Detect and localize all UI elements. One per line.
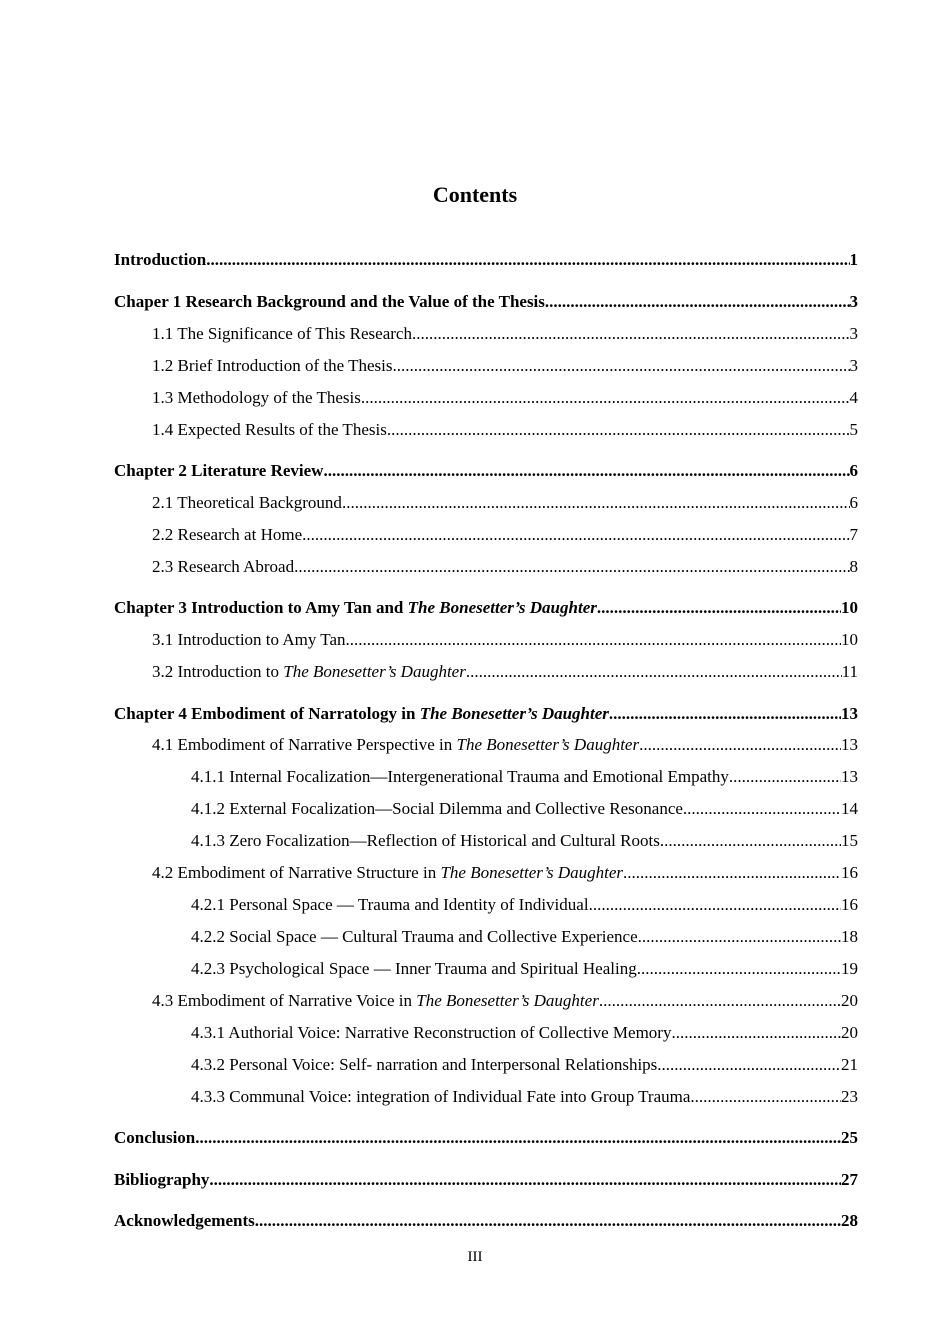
toc-entry-italic-title: The Bonesetter’s Daughter [440, 863, 624, 882]
toc-entry-page: 10 [841, 598, 858, 617]
toc-entry[interactable] [191, 925, 858, 949]
toc-entry-title [152, 386, 361, 410]
toc-entry-page: 7 [849, 525, 858, 544]
toc-entry[interactable] [191, 1053, 858, 1077]
toc-entry-text: 3.2 Introduction to [152, 662, 284, 681]
toc-entry[interactable] [114, 1209, 858, 1233]
toc-entry-page: 27 [841, 1170, 858, 1189]
toc-entry-italic-title: The Bonesetter’s Daughter [456, 735, 640, 754]
toc-entry-page: 5 [849, 420, 858, 439]
toc-entry-text: Chapter 4 Embodiment of Narratology in [114, 704, 420, 723]
toc-entry-title [114, 1209, 255, 1233]
toc-leader-dots [323, 459, 849, 483]
toc-leader-dots [657, 1053, 841, 1077]
toc-leader-dots [346, 628, 841, 652]
toc-entry[interactable] [114, 290, 858, 314]
toc-entry-page: 11 [841, 662, 858, 681]
toc-entry[interactable] [152, 523, 858, 547]
toc-entry-page: 10 [841, 630, 858, 649]
toc-entry[interactable] [191, 893, 858, 917]
toc-leader-dots [206, 248, 849, 272]
toc-entry-text: Bibliography [114, 1170, 210, 1189]
toc-entry-title [152, 322, 412, 346]
toc-leader-dots [302, 523, 849, 547]
toc-leader-dots [392, 354, 849, 378]
toc-entry-title [191, 1085, 690, 1109]
toc-entry-text: 2.1 Theoretical Background [152, 493, 342, 512]
toc-entry-page: 1 [849, 250, 858, 269]
toc-leader-dots [638, 925, 841, 949]
toc-entry-text: 4.1 Embodiment of Narrative Perspective in [152, 735, 457, 754]
toc-leader-dots [637, 957, 841, 981]
toc-leader-dots [466, 660, 842, 684]
toc-entry-text: Conclusion [114, 1128, 196, 1147]
toc-entry[interactable] [152, 418, 858, 442]
toc-leader-dots [671, 1021, 841, 1045]
toc-entry-page: 15 [841, 831, 858, 850]
toc-entry-text: Chapter 3 Introduction to Amy Tan and [114, 598, 408, 617]
toc-leader-dots [599, 989, 841, 1013]
toc-entry-text: 4.1.2 External Focalization—Social Dilemma and Collective Resonance [191, 799, 683, 818]
toc-entry[interactable] [152, 322, 858, 346]
toc-leader-dots [597, 596, 841, 620]
toc-entry[interactable] [191, 765, 858, 789]
toc-entry-text: Chapter 2 Literature Review [114, 461, 324, 480]
toc-entry-page: 14 [841, 799, 858, 818]
toc-leader-dots [545, 290, 850, 314]
toc-entry-italic-title: The Bonesetter’s Daughter [419, 704, 609, 723]
toc-entry-text: Introduction [114, 250, 207, 269]
toc-entry-text: Chaper 1 Research Background and the Value of the Thesis [114, 292, 545, 311]
toc-entry-page: 16 [841, 895, 858, 914]
toc-leader-dots [209, 1168, 841, 1192]
toc-entry-title [191, 925, 638, 949]
toc-entry-page: 25 [841, 1128, 858, 1147]
toc-entry[interactable] [191, 1021, 858, 1045]
page-number: III [467, 1249, 483, 1265]
toc-entry-text: 2.3 Research Abroad [152, 557, 295, 576]
toc-entry-text: 1.3 Methodology of the Thesis [152, 388, 361, 407]
toc-entry-title [152, 491, 342, 515]
toc-entry-title [152, 989, 599, 1013]
toc-entry-title [152, 733, 639, 757]
toc-entry-page: 4 [849, 388, 858, 407]
toc-leader-dots [342, 491, 850, 515]
toc-leader-dots [195, 1126, 841, 1150]
toc-entry[interactable] [191, 797, 858, 821]
toc-entry-page: 28 [841, 1211, 858, 1230]
toc-entry-title [114, 248, 206, 272]
toc-entry-title [152, 660, 466, 684]
toc-entry-page: 6 [849, 493, 858, 512]
toc-entry-page: 13 [841, 767, 858, 786]
toc-entry-title [152, 628, 346, 652]
toc-leader-dots [623, 861, 841, 885]
toc-entry-text: 4.3.3 Communal Voice: integration of Individual Fate into Group Trauma [191, 1087, 691, 1106]
toc-entry-title [191, 765, 729, 789]
toc-leader-dots [589, 893, 841, 917]
toc-entry-text: 1.1 The Significance of This Research [152, 324, 412, 343]
toc-entry-title [152, 354, 392, 378]
toc-entry-title [191, 829, 660, 853]
toc-entry-title [114, 290, 545, 314]
toc-entry-page: 3 [849, 324, 858, 343]
toc-entry[interactable] [191, 957, 858, 981]
toc-entry-text: 1.4 Expected Results of the Thesis [152, 420, 387, 439]
toc-entry-title [191, 1053, 657, 1077]
toc-entry-italic-title: The Bonesetter’s Daughter [416, 991, 599, 1010]
toc-entry-text: 3.1 Introduction to Amy Tan [152, 630, 346, 649]
toc-entry-title [191, 1021, 671, 1045]
toc-entry[interactable] [152, 989, 858, 1013]
toc-entry-text: 4.3.1 Authorial Voice: Narrative Reconstruction of Collective Memory [191, 1023, 672, 1042]
toc-entry-title [114, 702, 609, 726]
toc-entry[interactable] [152, 354, 858, 378]
toc-entry-text: Acknowledgements [114, 1211, 255, 1230]
toc-entry-page: 20 [841, 991, 858, 1010]
toc-entry[interactable] [114, 459, 858, 483]
toc-entry-title [114, 1168, 209, 1192]
toc-entry[interactable] [114, 702, 858, 726]
toc-entry-italic-title: The Bonesetter’s Daughter [283, 662, 466, 681]
toc-entry[interactable] [114, 1126, 858, 1150]
toc-entry-text: 4.2 Embodiment of Narrative Structure in [152, 863, 441, 882]
toc-entry[interactable] [114, 1168, 858, 1192]
toc-leader-dots [609, 702, 841, 726]
toc-entry-title [152, 418, 387, 442]
toc-entry[interactable] [152, 628, 858, 652]
toc-entry[interactable] [152, 733, 858, 757]
toc-entry-page: 6 [849, 461, 858, 480]
toc-entry-page: 19 [841, 959, 858, 978]
toc-entry-page: 23 [841, 1087, 858, 1106]
toc-leader-dots [255, 1209, 841, 1233]
toc-entry[interactable] [191, 829, 858, 853]
toc-entry-title [152, 861, 623, 885]
toc-entry[interactable] [152, 491, 858, 515]
toc-entry-page: 16 [841, 863, 858, 882]
toc-entry-page: 21 [841, 1055, 858, 1074]
toc-leader-dots [387, 418, 850, 442]
toc-entry-title [152, 523, 302, 547]
toc-entry-page: 13 [841, 704, 858, 723]
toc-entry-text: 4.2.2 Social Space — Cultural Trauma and Collective Experience [191, 927, 638, 946]
toc-entry[interactable] [191, 1085, 858, 1109]
toc-entry-text: 2.2 Research at Home [152, 525, 303, 544]
toc-entry-title [191, 957, 637, 981]
toc-entry-title [152, 555, 294, 579]
toc-entry[interactable] [152, 386, 858, 410]
toc-entry-title [191, 797, 683, 821]
toc-leader-dots [660, 829, 841, 853]
toc-entry-page: 13 [841, 735, 858, 754]
toc-leader-dots [294, 555, 849, 579]
toc-entry[interactable] [152, 555, 858, 579]
toc-entry[interactable] [114, 248, 858, 272]
toc-entry-title [114, 459, 323, 483]
toc-entry-text: 4.3.2 Personal Voice: Self- narration and Interpersonal Relationships [191, 1055, 658, 1074]
toc-entry-text: 4.1.3 Zero Focalization—Reflection of Historical and Cultural Roots [191, 831, 660, 850]
toc-entry-page: 20 [841, 1023, 858, 1042]
page-title: Contents [432, 182, 518, 207]
toc-entry-title [114, 1126, 195, 1150]
toc-entry[interactable] [152, 660, 858, 684]
toc-entry-title [114, 596, 597, 620]
toc-leader-dots [412, 322, 850, 346]
toc-entry-italic-title: The Bonesetter’s Daughter [407, 598, 597, 617]
toc-leader-dots [683, 797, 841, 821]
toc-entry[interactable] [114, 596, 858, 620]
toc-entry-text: 1.2 Brief Introduction of the Thesis [152, 356, 393, 375]
toc-entry-page: 18 [841, 927, 858, 946]
toc-leader-dots [361, 386, 850, 410]
toc-entry-text: 4.3 Embodiment of Narrative Voice in [152, 991, 417, 1010]
toc-entry-text: 4.2.1 Personal Space — Trauma and Identity of Individual [191, 895, 589, 914]
toc-leader-dots [639, 733, 841, 757]
toc-entry-page: 3 [849, 356, 858, 375]
toc-leader-dots [690, 1085, 841, 1109]
toc-entry-text: 4.1.1 Internal Focalization—Intergenerational Trauma and Emotional Empathy [191, 767, 729, 786]
toc-entry-page: 8 [849, 557, 858, 576]
toc-entry-title [191, 893, 589, 917]
toc-entry[interactable] [152, 861, 858, 885]
toc-leader-dots [729, 765, 841, 789]
toc-entry-page: 3 [849, 292, 858, 311]
toc-entry-text: 4.2.3 Psychological Space — Inner Trauma and Spiritual Healing [191, 959, 637, 978]
